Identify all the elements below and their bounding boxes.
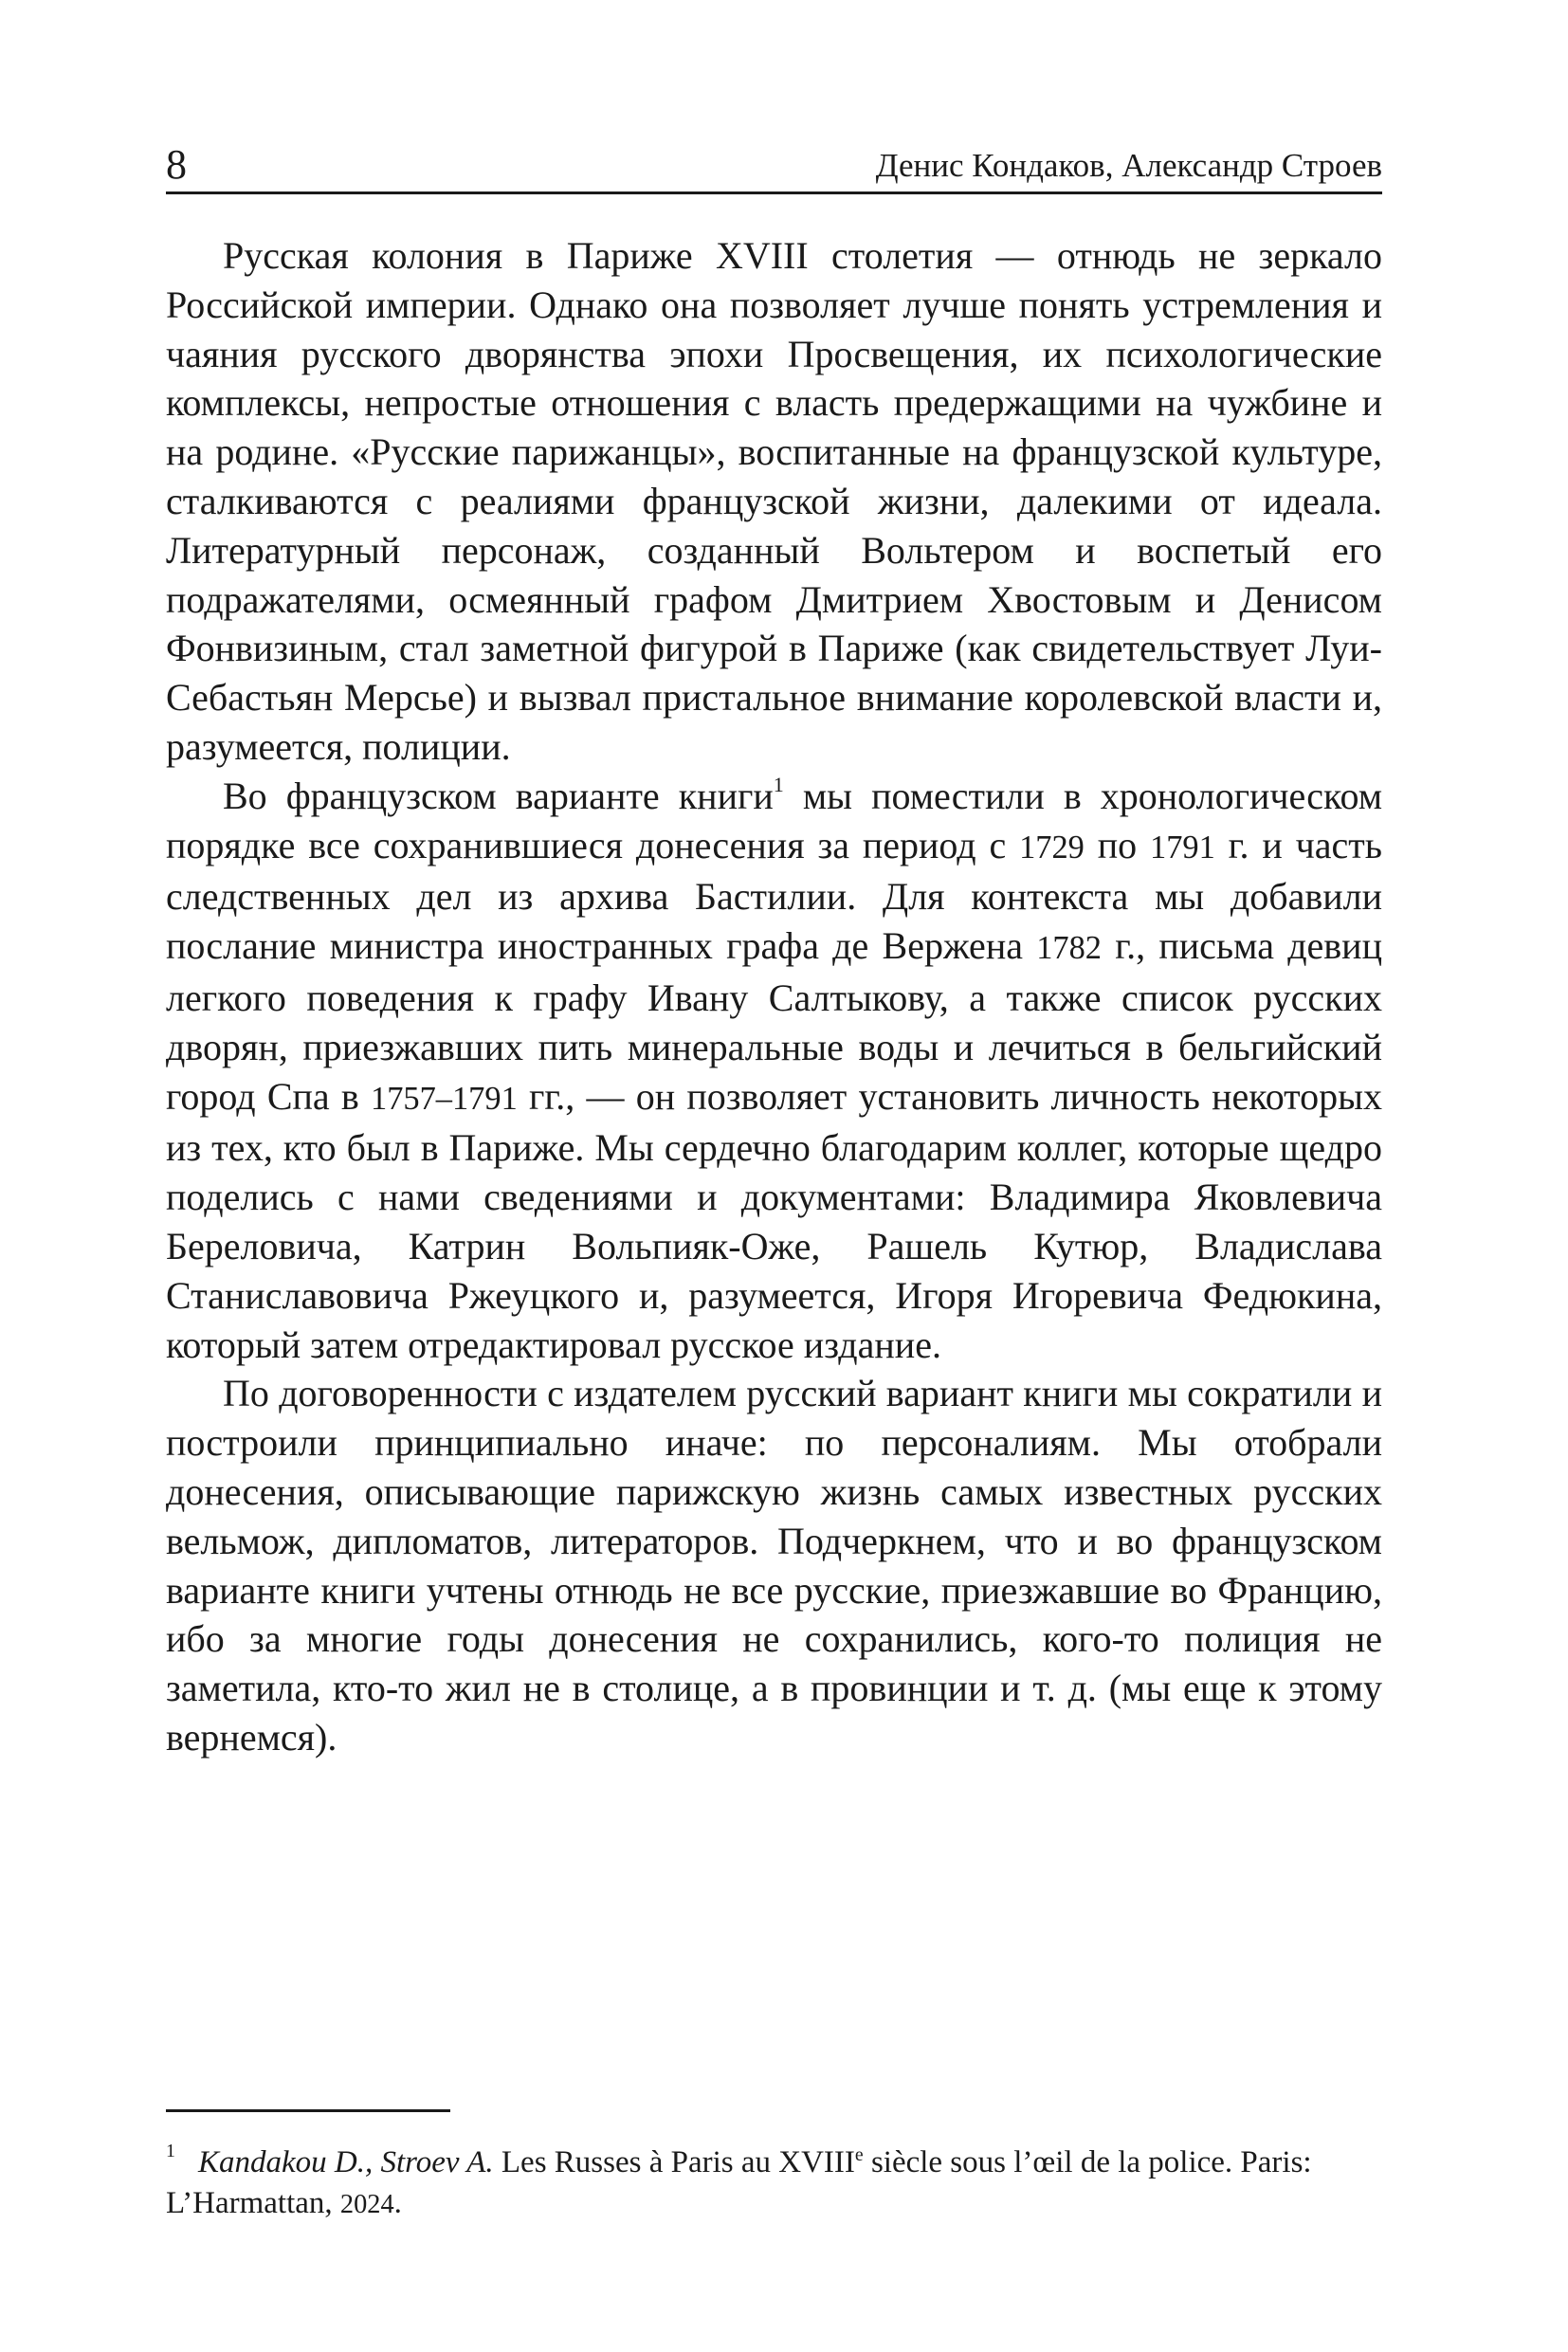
paragraph-2-text-d: г. и часть следственных дел из архива Бастилии. Для контекста мы добавили послание министра иностранных графа де Вержена [166,823,1382,968]
year-1791: 1791 [1150,829,1215,866]
footnote-year: 2024 [339,2190,394,2219]
footnote-title-a: Les Russes à Paris au XVIII [493,2145,855,2179]
main-text [166,231,1382,1762]
paragraph-2-text-e: г., письма девиц легкого поведения к графу Ивану Салтыкову, а также список русских дворян, приезжавших пить минеральные воды и лечиться в бельгийский город Спа в [166,924,1382,1118]
paragraph-2-text-b: мы поместили в хронологическом порядке все сохранившиеся донесения за период с [166,774,1382,866]
paragraph-3 [166,1369,1382,1761]
paragraph-3-text: По договоренности с издателем русский вариант книги мы сократили и построили принципиально иначе: по персоналиям. Мы отобрали донесения, описывающие парижскую жизнь самых известных русских вельмож, дипломатов, литераторов. Подчеркнем, что и во французском варианте книги учтены отнюдь не все русские, приезжавшие во Францию, ибо за многие годы донесения не сохранились, кого-то полиция не заметила, кто-то жил не в столице, а в провинции и т. д. (мы еще к этому вернемся). [166,1372,1382,1759]
paragraph-2 [166,772,1382,1370]
footnote-end: . [393,2186,402,2220]
paragraph-1 [166,231,1382,772]
footnote-authors: Kandakou D., Stroev A. [198,2145,494,2179]
footnote-title-b: siècle sous l’œil de la police. Paris: L’Harmattan, [166,2145,1312,2220]
paragraph-2-text-c: по [1084,823,1150,866]
footnote-marker: 1 [166,2141,175,2162]
running-head: Денис Кондаков, Александр Строев [875,147,1382,184]
page-header [166,133,1382,194]
footnote-century-suffix: e [854,2144,864,2165]
footnote-marker-wrap [166,2142,198,2183]
page-number: 8 [166,141,187,188]
footnote-divider [166,2109,450,2112]
paragraph-1-text: Русская колония в Париже XVIII столетия — отнюдь не зеркало Российской империи. Однако она позволяет лучше понять устремления и чаяния русского дворянства эпохи Просвещения, их психологические комплексы, непростые отношения с власть предержащими на чужбине и на родине. «Русские парижанцы», воспитанные на французской культуре, сталкиваются с реалиями французской жизни, далекими от идеала. Литературный персонаж, созданный Вольтером и воспетый его подражателями, осмеянный графом Дмитрием Хвостовым и Денисом Фонвизиным, стал заметной фигурой в Париже (как свидетельствует Луи-Себастьян Мерсье) и вызвал пристальное внимание королевской власти и, разумеется, полиции. [166,234,1382,768]
paragraph-2-text-f: гг., — он позволяет установить личность некоторых из тех, кто был в Париже. Мы сердечно благодарим коллег, которые щедро поделись с нами сведениями и документами: Владимира Яковлевича Береловича, Катрин Вольпияк-Оже, Рашель Кутюр, Владислава Станиславовича Ржеуцкого и, разумеется, Игоря Игоревича Федюкина, который затем отредактировал русское издание. [166,1074,1383,1366]
year-range-1757-1791: 1757–1791 [371,1080,518,1117]
footnote-1 [166,2142,1382,2225]
paragraph-2-text-a: Во французском варианте книги [223,774,774,817]
year-1782: 1782 [1036,930,1102,967]
footnote-reference[interactable]: 1 [773,773,784,797]
year-1729: 1729 [1019,829,1085,866]
